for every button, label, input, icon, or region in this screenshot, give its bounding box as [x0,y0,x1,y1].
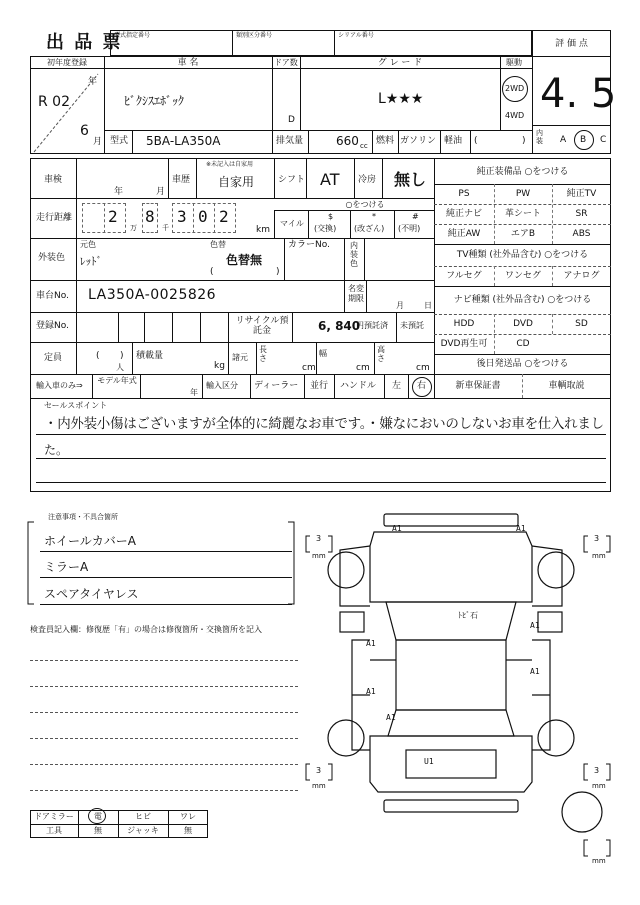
import-label: 輸入車のみ⇒ [36,381,83,390]
navi-sd: SD [575,319,588,329]
break-label: ワレ [180,812,196,821]
cd-option: CD [516,339,530,349]
note-item-2: ミラーA [44,560,89,574]
color-paren-open: ( [210,267,214,277]
interior-c: C [600,135,607,145]
fuel-paren-close: ) [522,136,526,146]
mileage-unknown-label: (不明) [398,224,421,233]
mark-right-front-door: A1 [530,621,540,630]
interior-a: A [560,135,567,145]
model-year-unit: 年 [190,388,198,397]
mileage-tamper-label: (改ざん) [354,224,385,233]
history-label: 車歴 [172,175,191,185]
door-mirror-label: ドアミラー [34,812,74,821]
recycle-unit: 円預託済 [356,321,388,330]
width-unit: cm [356,363,370,373]
grade-value: L★★★ [378,91,424,107]
mark-left-rear-door: A1 [366,687,376,696]
warranty-book: 新車保証書 [455,381,501,391]
equip-pw: PW [515,189,531,199]
load-label: 積載量 [136,351,164,361]
manual-book: 車輌取説 [548,381,585,391]
mileage-circle-note: ○をつける [345,200,385,209]
equip-navi: 純正ナビ [445,209,482,219]
fuel-light-oil: 軽油 [444,136,463,146]
header-id-box [110,30,532,56]
color-paren-close: ) [276,267,280,277]
door-mirror-type: 電 [94,812,102,821]
mileage-man: 万 [130,224,137,232]
height-unit: cm [416,363,430,373]
name-change-month: 月 [396,301,404,310]
model-designation-label: 型式指定番号 [114,32,151,39]
history-value: 自家用 [218,175,255,189]
reg-no-label: 登録No. [36,321,69,331]
tv-fullseg: フルセグ [446,271,482,281]
mm-front-right: mm [592,552,606,560]
height-label: 高さ [377,345,385,363]
mileage-digit-2: 8 [145,207,155,226]
mileage-label: 走行距離 [36,213,73,223]
handle-label: ハンドル [340,381,377,391]
inspection-month: 月 [156,187,166,197]
equip-airbag: エアB [510,229,536,239]
width-label: 幅 [319,349,327,358]
tv-analog: アナログ [563,271,600,281]
mark-left-front-door: A1 [366,639,376,648]
capacity-label: 定員 [44,353,63,363]
first-reg-slash [30,68,104,154]
interior-grade-label: 内装 [536,129,543,145]
tools-label: 工具 [46,826,62,835]
tv-oneseg: ワンセグ [504,271,541,281]
tread-rear-right: 3 [594,766,600,775]
grade-label: グ レ ー ド [377,58,423,68]
rating-score: 4. 5 [540,71,617,117]
capacity-unit: 人 [116,363,124,372]
tread-rear-left: 3 [316,766,322,775]
crack-label: ヒビ [135,812,151,821]
displacement-unit: cc [360,142,368,150]
later-shipment-title: 後日発送品 ○をつける [476,359,569,369]
mark-front-left: A1 [392,524,402,533]
recycle-unpaid: 未預託 [400,321,424,330]
mark-left-rear-quarter: A1 [386,713,396,722]
equip-abs: ABS [572,229,591,239]
doors-value: D [288,115,295,125]
jack-value: 無 [184,826,192,835]
tread-front-left: 3 [316,534,322,543]
navi-type-title: ナビ種類 (社外品含む) ○をつける [453,295,592,305]
shift-label: シフト [278,175,306,185]
name-change-day: 日 [424,301,432,310]
mm-front-left: mm [312,552,326,560]
tv-type-title: TV種類 (社外品含む) ○をつける [456,250,589,260]
model-type-value: 5BA-LA350A [146,134,221,148]
drive-label: 駆動 [506,58,522,67]
load-unit: kg [214,361,225,371]
mark-rear: U1 [424,757,434,766]
navi-dvd: DVD [513,319,533,329]
mileage-swap-mark: $ [328,212,334,221]
sales-point-line1: ・内外装小傷はございますが全体的に綺麗なお車です。・嫌なにおいのしないお車を仕入れまし [44,416,604,432]
tools-value: 無 [94,826,102,835]
displacement-value: 660 [336,134,359,148]
displacement-label: 排気量 [276,136,304,146]
first-reg-label: 初年度登録 [47,58,87,67]
sales-point-label: セールスポイント [44,401,108,410]
interior-b: B [580,135,587,145]
capacity-paren-close: ) [120,351,124,361]
sales-point-line2: た。 [44,443,69,457]
serial-label: シリアル番号 [338,32,374,39]
equipment-title: 純正装備品 ○をつける [476,167,569,177]
mileage-digit-5: 2 [219,207,229,226]
fuel-paren-open: ( [474,136,478,146]
mileage-digit-4: 0 [198,207,208,226]
length-label: 長さ [259,345,267,363]
handle-right: 右 [417,381,427,391]
original-color-label: 元色 [80,240,96,249]
mileage-digit-1: 2 [108,207,118,226]
fuel-label: 燃料 [376,136,395,146]
equip-sr: SR [575,209,588,219]
name-change-label: 名変期限 [348,284,364,303]
first-reg-year-unit: 年 [88,77,98,87]
ac-value: 無し [394,170,427,189]
drive-2wd: 2WD [505,84,525,93]
inspector-label: 検査員記入欄：修復歴「有」の場合は修復箇所・交換箇所を記入 [30,625,262,634]
mark-right-rear-door: A1 [530,667,540,676]
chassis-value: LA350A-0025826 [88,287,217,303]
mm-spare: mm [592,857,606,865]
color-change-value: 色替無 [226,253,263,267]
drive-4wd: 4WD [505,111,525,120]
car-name-value: ﾋﾞｸｼｽｴﾎﾞｯｸ [124,94,185,108]
note-item-3: スペアタイヤレス [44,587,139,601]
mileage-mile: マイル [280,219,304,228]
color-no-label: カラーNo. [288,240,330,250]
color-change-label: 色替 [210,240,226,249]
equip-tv: 純正TV [566,189,597,199]
mark-front-right: A1 [516,524,526,533]
parallel-option: 並行 [310,381,329,391]
tread-front-right: 3 [594,534,600,543]
mileage-unknown-mark: # [412,212,419,221]
car-name-label: 車 名 [177,58,199,68]
jack-label: ジャッキ [127,826,159,835]
first-reg-month: 6 [80,123,89,139]
navi-hdd: HDD [453,319,475,329]
doors-label: ドア数 [274,58,298,67]
mileage-tamper-mark: * [372,212,376,221]
capacity-paren-open: ( [96,351,100,361]
ac-label: 冷房 [358,175,377,185]
mileage-km: km [256,225,270,235]
mm-rear-right: mm [592,782,606,790]
chassis-label: 車台No. [36,291,69,301]
mark-windshield: ﾄﾋﾞ石 [458,611,478,620]
category-label: 類別区分番号 [236,32,273,39]
import-type-label: 輸入区分 [206,381,238,390]
notes-title: 注意事項・不具合箇所 [48,513,118,521]
length-unit: cm [302,363,316,373]
document-title: 出 品 票 [46,32,123,53]
dealer-option: ディーラー [254,381,299,391]
handle-left: 左 [392,381,402,391]
exterior-color-label: 外装色 [38,253,66,263]
equip-aw: 純正AW [447,229,481,239]
mileage-swap-label: (交換) [314,224,337,233]
original-color-value: ﾚｯﾄﾞ [80,255,102,268]
mm-rear-left: mm [312,782,326,790]
car-damage-diagram [300,510,630,870]
note-item-1: ホイールカバーA [44,534,136,548]
model-year-label: モデル年式 [97,376,137,385]
history-note: ※未記入は自家用 [206,161,254,168]
recycle-label: リサイクル預託金 [235,316,289,337]
mileage-digit-3: 3 [177,207,187,226]
shift-value: AT [320,170,340,189]
dvd-playback: DVD再生可 [440,339,488,349]
equip-leather: 革シート [504,209,541,219]
fuel-gasoline: ガソリン [400,136,437,146]
inspection-label: 車検 [44,175,63,185]
mileage-sen: 千 [162,224,169,232]
dims-label: 諸元 [232,353,248,362]
equip-ps: PS [458,189,470,199]
interior-color-label: 内装色 [350,241,358,268]
model-type-label: 型式 [110,136,129,146]
recycle-value: 6, 840 [318,319,361,333]
first-reg-month-unit: 月 [93,137,103,147]
first-reg-era: R 02 [38,94,70,110]
inspection-year: 年 [114,187,124,197]
rating-label: 評 価 点 [555,39,588,49]
